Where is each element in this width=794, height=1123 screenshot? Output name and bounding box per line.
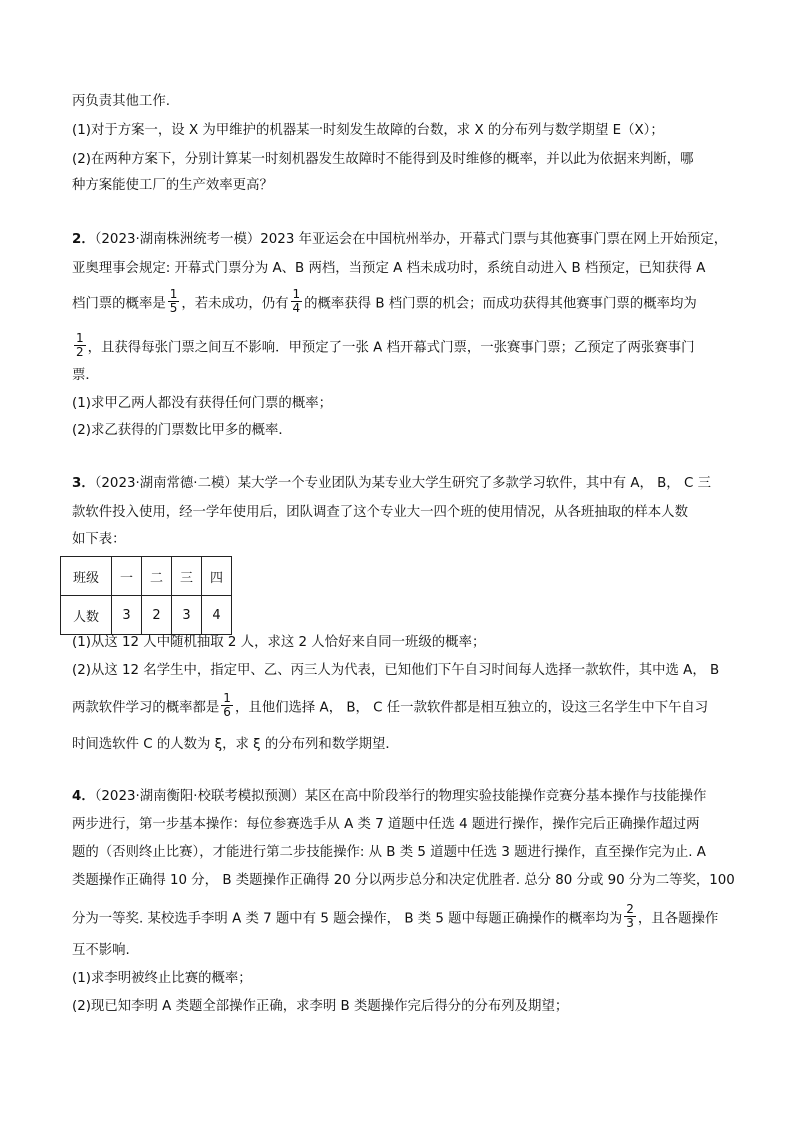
- q2-line4-text: ，且获得每张门票之间互不影响．甲预定了一张 A 档开幕式门票，一张赛事门票；乙预定了两张赛事门: [87, 340, 695, 356]
- q4-line2: 两步进行，第一步基本操作：每位参赛选手从 A 类 7 道题中任选 4 题进行操作，操作完后正确操作超过两: [72, 817, 700, 832]
- table-cell: 四: [202, 557, 232, 596]
- fraction-numerator: 1: [76, 331, 84, 345]
- fraction-numerator: 2: [626, 902, 634, 916]
- q4-text: 某区在高中阶段举行的物理实验技能操作竞赛分基本操作与技能操作: [304, 789, 707, 804]
- fraction-denominator: 2: [76, 345, 84, 359]
- table-cell: 3: [172, 596, 202, 635]
- q2-line3-text-a: 档门票的概率是: [72, 296, 166, 312]
- q4-line4: 类题操作正确得 10 分， B 类题操作正确得 20 分以两步总分和决定优胜者. 总分 80 分或 90 分为二等奖，100: [72, 873, 735, 888]
- q4-source: （2023·湖南衡阳·校联考模拟预测）: [94, 789, 305, 804]
- table-cell: 2: [142, 596, 172, 635]
- fraction-denominator: 5: [169, 301, 178, 315]
- q3-line2: 款软件投入使用，经一学年使用后，团队调查了这个专业大一四个班的使用情况，从各班抽取的样本人数: [72, 505, 688, 520]
- fraction-one-fifth: [168, 288, 180, 315]
- q2-line3-text-c: 的概率获得 B 档门票的机会；而成功获得其他赛事门票的概率均为: [304, 296, 697, 312]
- q2-line3-text-b: ，若未成功，仍有: [181, 296, 289, 312]
- q3-line1: [72, 474, 734, 494]
- q3-part2-text-b: ，且他们选择 A， B， C 任一款软件都是相互独立的，设这三名学生中下午自习: [234, 700, 709, 716]
- q4-line6: 互不影响.: [72, 943, 130, 958]
- q2-line4: [72, 331, 734, 361]
- q1-part2-line2: 种方案能使工厂的生产效率更高？: [72, 178, 273, 193]
- q3-source: （2023·湖南常德·二模）: [94, 476, 238, 491]
- q3-line3: 如下表：: [72, 532, 126, 547]
- q3-part2-line2: [72, 691, 734, 721]
- class-sample-table: [60, 556, 232, 635]
- q2-text: 2023 年亚运会在中国杭州举办，开幕式门票与其他赛事门票在网上开始预定，: [260, 232, 728, 247]
- q2-number: 2．: [72, 232, 95, 247]
- q1-part1: (1)对于方案一，设 X 为甲维护的机器某一时刻发生故障的台数，求 X 的分布列与数学期望 E（X）；: [72, 123, 664, 138]
- q2-part2: (2)求乙获得的门票数比甲多的概率．: [72, 423, 292, 438]
- table-header-cell: 班级: [61, 557, 112, 596]
- table-row: [61, 557, 232, 596]
- q1-part2-line1: (2)在两种方案下，分别计算某一时刻机器发生故障时不能得到及时维修的概率，并以此为依据来判断，哪: [72, 152, 694, 167]
- q1-continuation: 丙负责其他工作.: [72, 94, 170, 109]
- q2-line5: 票．: [72, 368, 99, 383]
- table-cell: 3: [112, 596, 142, 635]
- table-cell: 二: [142, 557, 172, 596]
- q3-part2-line3: 时间选软件 C 的人数为 ξ，求 ξ 的分布列和数学期望．: [72, 737, 399, 752]
- table-cell: 一: [112, 557, 142, 596]
- q4-part1: (1)求李明被终止比赛的概率；: [72, 971, 252, 986]
- fraction-numerator: 1: [169, 287, 178, 301]
- table-cell: 4: [202, 596, 232, 635]
- q3-part2-line1: (2)从这 12 名学生中，指定甲、乙、丙三人为代表，已知他们下午自习时间每人选择一款软件，其中选 A， B: [72, 663, 720, 678]
- fraction-one-fourth: [291, 288, 303, 315]
- q2-source: （2023·湖南株洲统考一模）: [94, 232, 261, 247]
- q2-line2: 亚奥理事会规定: 开幕式门票分为 A、B 两档，当预定 A 档未成功时，系统自动进入 B 档预定，已知获得 A: [72, 261, 706, 276]
- q4-line5-text-a: 分为一等奖. 某校选手李明 A 类 7 题中有 5 题会操作， B 类 5 题中每题正确操作的概率均为: [72, 911, 623, 927]
- q3-part2-text-a: 两款软件学习的概率都是: [72, 700, 220, 716]
- fraction-one-half: [74, 332, 86, 359]
- q3-number: 3．: [72, 476, 95, 491]
- fraction-numerator: 1: [292, 287, 301, 301]
- q2-line1: [72, 230, 734, 250]
- table-header-cell: 人数: [61, 596, 112, 635]
- q2-line3: [72, 287, 734, 317]
- fraction-denominator: 4: [292, 301, 301, 315]
- fraction-numerator: 1: [223, 691, 231, 705]
- q4-line3: 题的（否则终止比赛），才能进行第二步技能操作: 从 B 类 5 道题中任选 3 题进行操作，直至操作完为止. A: [72, 845, 706, 860]
- q3-text: 某大学一个专业团队为某专业大学生研究了多款学习软件，其中有 A， B， C 三: [237, 476, 711, 491]
- q2-part1: (1)求甲乙两人都没有获得任何门票的概率；: [72, 396, 332, 411]
- q4-line5: [72, 902, 734, 932]
- q4-part2: (2)现已知李明 A 类题全部操作正确，求李明 B 类题操作完后得分的分布列及期望；: [72, 999, 569, 1014]
- table-cell: 三: [172, 557, 202, 596]
- fraction-denominator: 3: [626, 916, 634, 930]
- q4-line1: [72, 787, 734, 807]
- table-row: [61, 596, 232, 635]
- fraction-two-thirds: [624, 903, 636, 930]
- fraction-one-sixth: [221, 692, 233, 719]
- q3-part1: (1)从这 12 人中随机抽取 2 人，求这 2 人恰好来自同一班级的概率；: [72, 635, 486, 650]
- fraction-denominator: 6: [223, 705, 231, 719]
- q4-line5-text-b: ，且各题操作: [637, 911, 719, 927]
- q4-number: 4．: [72, 789, 95, 804]
